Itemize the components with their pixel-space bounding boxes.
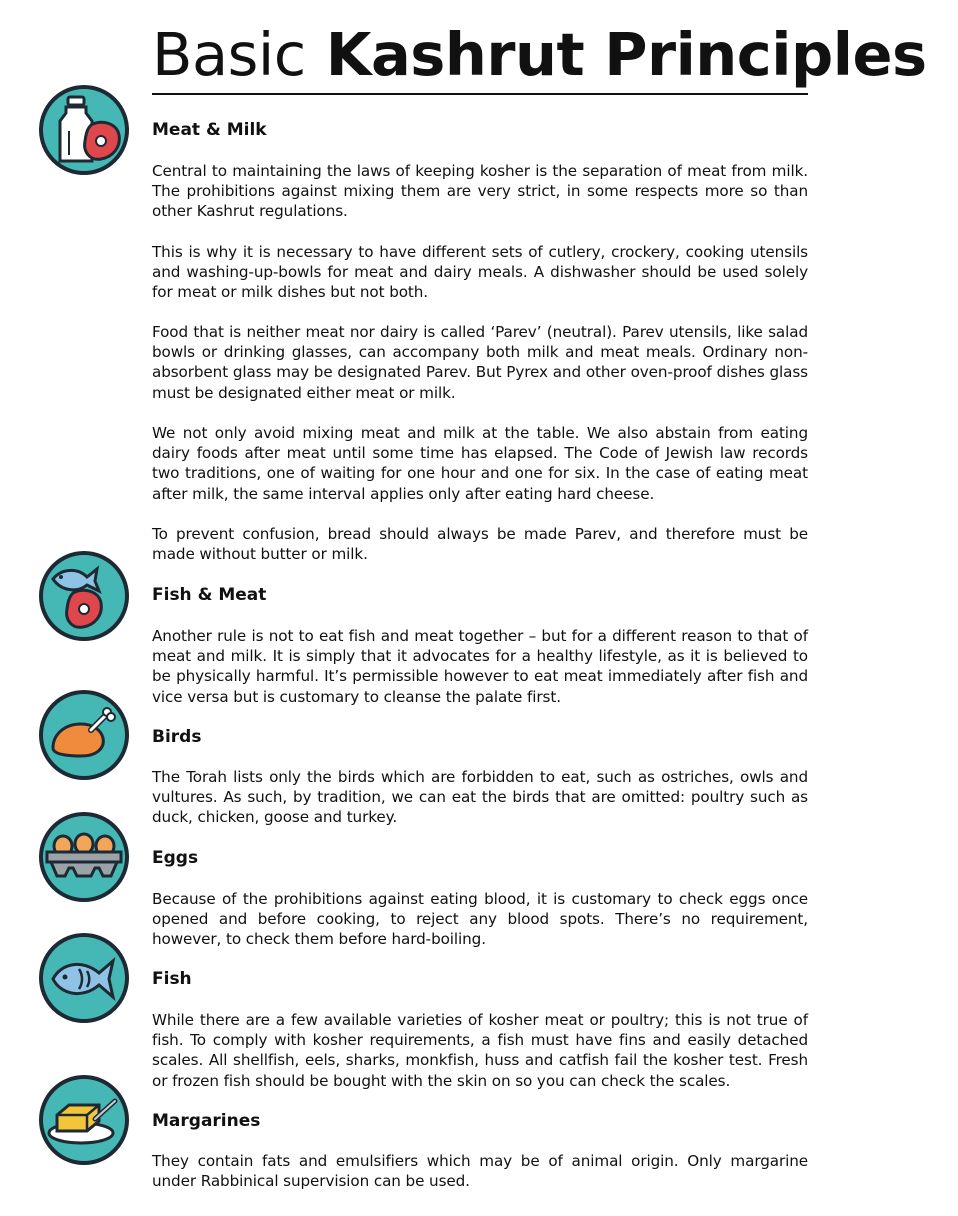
section-heading-birds: Birds <box>152 727 202 747</box>
paragraph: To prevent confusion, bread should always be made Parev, and therefore must be made without butter or milk. <box>152 525 808 564</box>
paragraph: Because of the prohibitions against eating blood, it is customary to check eggs once opened and before cooking, to reject any blood spots. There’s no requirement, however, to check them before hard-boiling. <box>152 890 808 949</box>
page-title-bold: Kashrut Principles <box>325 20 927 89</box>
section-heading-fish-meat: Fish & Meat <box>152 585 267 605</box>
milk-bottle-and-steak-icon <box>39 85 129 175</box>
paragraph: Central to maintaining the laws of keeping kosher is the separation of meat from milk. The prohibitions against mixing them are very strict, in some respects more so than other Kashrut regulations. <box>152 162 808 221</box>
butter-dish-icon <box>39 1075 129 1165</box>
paragraph: Food that is neither meat nor dairy is called ‘Parev’ (neutral). Parev utensils, like salad bowls or drinking glasses, can accompany both milk and meat meals. Ordinary non-absorbent glass may be designated Parev. But Pyrex and other oven-proof dishes glass must be designated either meat or milk. <box>152 323 808 402</box>
page-title <box>152 20 927 89</box>
roast-chicken-icon <box>39 690 129 780</box>
section-heading-fish: Fish <box>152 969 192 989</box>
paragraph: The Torah lists only the birds which are forbidden to eat, such as ostriches, owls and vultures. As such, by tradition, we can eat the birds that are omitted: poultry such as duck, chicken, goose and turkey. <box>152 768 808 827</box>
paragraph: We not only avoid mixing meat and milk at the table. We also abstain from eating dairy foods after meat until some time has elapsed. The Code of Jewish law records two traditions, one of waiting for one hour and one for six. In the case of eating meat after milk, the same interval applies only after eating hard cheese. <box>152 424 808 503</box>
egg-carton-icon <box>39 812 129 902</box>
section-heading-eggs: Eggs <box>152 848 199 868</box>
fish-icon <box>39 933 129 1023</box>
paragraph: While there are a few available varieties of kosher meat or poultry; this is not true of fish. To comply with kosher requirements, a fish must have fins and easily detached scales. All shellfish, eels, sharks, monkfish, huss and catfish fail the kosher test. Fresh or frozen fish should be bought with the skin on so you can check the scales. <box>152 1011 808 1090</box>
page-title-light: Basic <box>152 20 306 89</box>
paragraph: This is why it is necessary to have different sets of cutlery, crockery, cooking utensils and washing-up-bowls for meat and dairy meals. A dishwasher should be used solely for meat or milk dishes but not both. <box>152 243 808 302</box>
fish-and-steak-icon <box>39 551 129 641</box>
paragraph: Another rule is not to eat fish and meat together – but for a different reason to that of meat and milk. It is simply that it advocates for a healthy lifestyle, as it is believed to be physically harmful. It’s permissible however to eat meat immediately after fish and vice versa but is customary to cleanse the palate first. <box>152 627 808 706</box>
title-rule <box>152 93 808 95</box>
section-heading-meat-milk: Meat & Milk <box>152 120 267 140</box>
section-heading-margarines: Margarines <box>152 1111 261 1131</box>
paragraph: They contain fats and emulsifiers which may be of animal origin. Only margarine under Rabbinical supervision can be used. <box>152 1152 808 1191</box>
